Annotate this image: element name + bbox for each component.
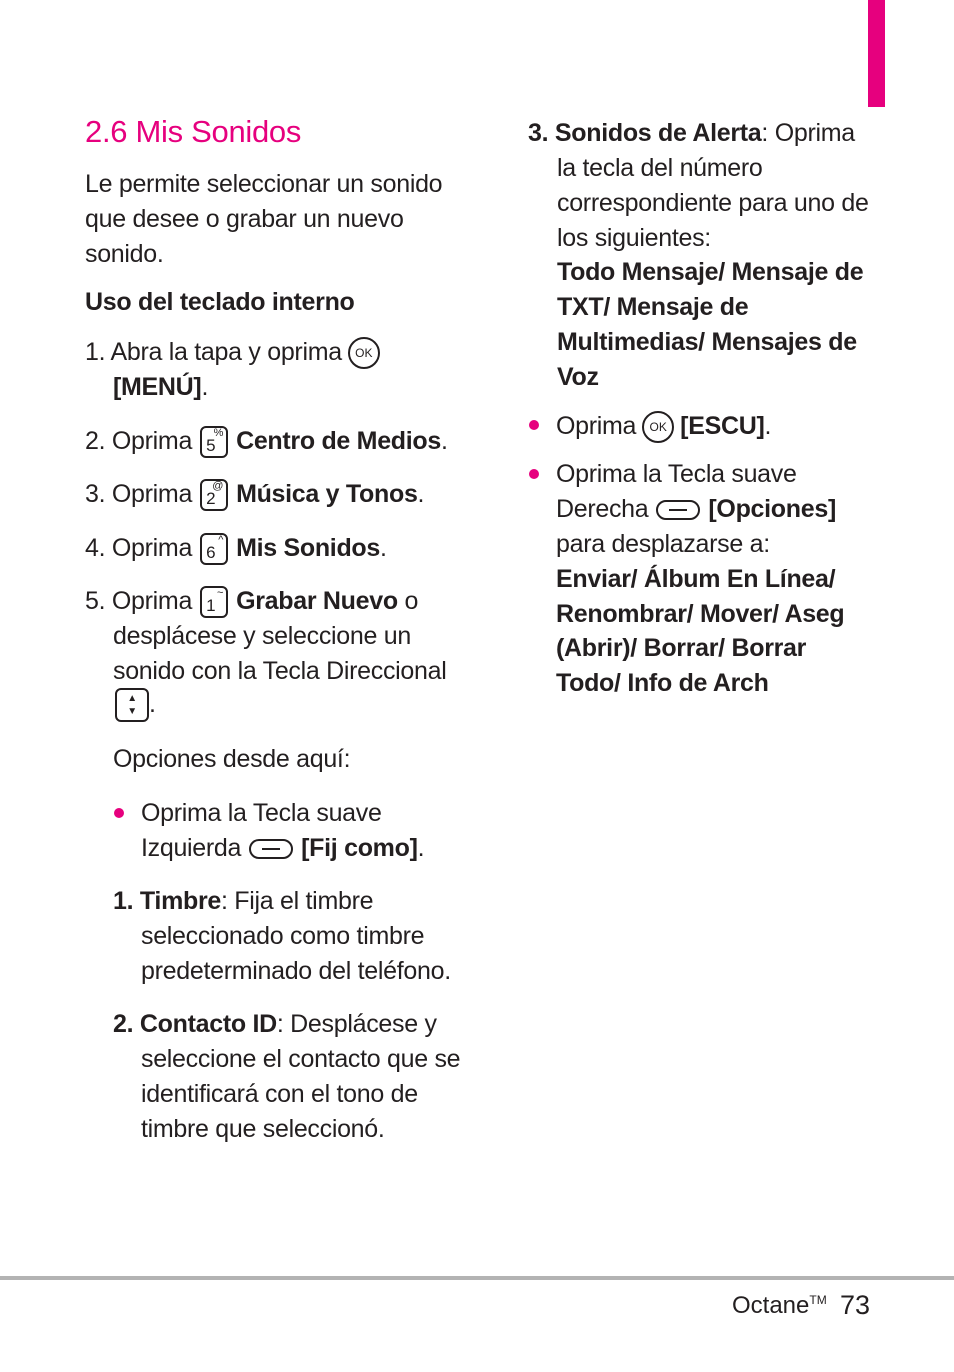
bullet-icon [529, 469, 539, 479]
sub-1-line-3: predeterminado del teléfono. [141, 957, 451, 985]
ok-key-icon: OK [348, 337, 380, 369]
sub-3-line-3: correspondiente para uno de [557, 189, 869, 217]
step-1-line [85, 335, 386, 370]
key-5-icon: 5 % [200, 426, 228, 458]
sub-3-line-2: la tecla del número [557, 154, 763, 182]
intro-line-1: Le permite seleccionar un sonido [85, 170, 443, 198]
step-2-line: 2. Oprima 5 % Centro de Medios. [85, 424, 448, 459]
section-title: 2.6 Mis Sonidos [85, 114, 302, 149]
key-6-icon: 6 ^ [200, 533, 228, 565]
step-5-line-3: sonido con la Tecla Direccional [113, 657, 447, 685]
sonidos-de-alerta-term: Sonidos de Alerta [554, 119, 762, 147]
ok-key-icon: OK [642, 411, 674, 443]
sub-1-line-1: 1. Timbre: Fija el timbre [113, 887, 374, 915]
bullet-1-line-2: Izquierda [Fij como]. [141, 834, 425, 862]
options-label: Opciones desde aquí: [113, 745, 351, 773]
right-soft-key-icon [656, 500, 700, 520]
step-5-line-2: desplácese y seleccione un [113, 622, 411, 650]
bullet-3-line-1: Oprima la Tecla suave [556, 460, 797, 488]
mis-sonidos-label: Mis Sonidos [236, 534, 380, 562]
timbre-term: Timbre [139, 887, 222, 915]
bullet-icon [114, 808, 124, 818]
step-4-line: 4. Oprima 6 ^ Mis Sonidos. [85, 531, 387, 566]
step-5-nav: ▲ ▼ . [115, 687, 156, 722]
sub-2-line-3: identificará con el tono de [141, 1080, 418, 1108]
opciones-label: [Opciones] [708, 495, 836, 523]
sub-1-line-2: seleccionado como timbre [141, 922, 425, 950]
fij-como-label: [Fij como] [301, 834, 418, 862]
menu-option-line-4: Todo/ Info de Arch [556, 669, 769, 697]
step-5-line: 5. Oprima 1 ~ Grabar Nuevo o [85, 584, 418, 619]
contacto-id-term: Contacto ID [139, 1010, 277, 1038]
key-1-icon: 1 ~ [200, 586, 228, 618]
grabar-nuevo-label: Grabar Nuevo [236, 587, 398, 615]
alert-option-line-3: Multimedias/ Mensajes de [557, 328, 857, 356]
menu-option-line-1: Enviar/ Álbum En Línea/ [556, 565, 836, 593]
escu-label: [ESCU] [680, 412, 765, 440]
step-1-target: [MENÚ]. [113, 373, 209, 401]
bullet-1-line-1: Oprima la Tecla suave [141, 799, 382, 827]
step-1-prefix: 1. Abra la tapa y oprima [85, 338, 342, 366]
subheading: Uso del teclado interno [85, 288, 355, 316]
sub-2-line-1: 2. Contacto ID: Desplácese y [113, 1010, 437, 1038]
footer-rule [0, 1276, 954, 1280]
menu-option-line-2: Renombrar/ Mover/ Aseg [556, 600, 845, 628]
alert-option-line-4: Voz [557, 363, 599, 391]
page-number: 73 [840, 1290, 871, 1320]
intro-line-3: sonido. [85, 240, 164, 268]
alert-option-line-2: TXT/ Mensaje de [557, 293, 749, 321]
directional-key-icon: ▲ ▼ [115, 688, 149, 722]
centro-de-medios-label: Centro de Medios [236, 427, 442, 455]
sub-2-line-4: timbre que seleccionó. [141, 1115, 385, 1143]
musica-y-tonos-label: Música y Tonos [236, 480, 418, 508]
menu-option-line-3: (Abrir)/ Borrar/ Borrar [556, 634, 807, 662]
menu-label: [MENÚ] [113, 373, 202, 401]
sub-2-line-2: seleccione el contacto que se [141, 1045, 461, 1073]
page-accent-bar [868, 0, 885, 107]
step-3-line: 3. Oprima 2 @ Música y Tonos. [85, 477, 424, 512]
intro-line-2: que desee o grabar un nuevo [85, 205, 404, 233]
trademark-mark: TM [809, 1293, 827, 1307]
alert-option-line-1: Todo Mensaje/ Mensaje de [557, 258, 864, 286]
left-soft-key-icon [249, 839, 293, 859]
bullet-2-line: Oprima OK [ESCU]. [556, 409, 771, 444]
bullet-3-line-2: Derecha [Opciones] [556, 495, 836, 523]
key-2-icon: 2 @ [200, 479, 228, 511]
bullet-icon [529, 420, 539, 430]
footer-brand: Octane™ [732, 1292, 827, 1319]
bullet-3-line-3: para desplazarse a: [556, 530, 770, 558]
sub-3-line-1: 3. Sonidos de Alerta: Oprima [528, 119, 855, 147]
sub-3-line-4: los siguientes: [557, 224, 711, 252]
